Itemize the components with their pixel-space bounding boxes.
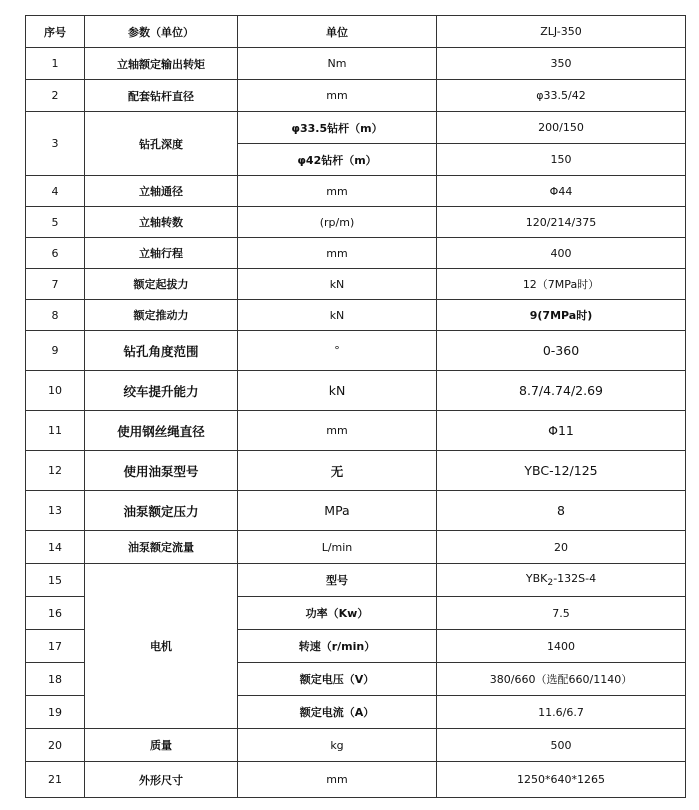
row-value: 350 [437,48,686,80]
row-unit: 额定电压（V） [238,663,437,696]
row-value: 380/660（选配660/1140） [437,663,686,696]
table-row [26,112,686,144]
header-unit: 单位 [238,16,437,48]
row-param: 油泵额定压力 [85,491,238,531]
row-no: 19 [26,696,85,729]
table-row [26,371,686,411]
row-param: 油泵额定流量 [85,531,238,564]
row-unit: 转速（r/min） [238,630,437,663]
row-unit: kN [238,269,437,300]
row-no: 20 [26,729,85,762]
row-unit: 功率（Kw） [238,597,437,630]
row-no: 2 [26,80,85,112]
row-unit: kN [238,300,437,331]
table-row [26,531,686,564]
row-no: 14 [26,531,85,564]
row-unit: 额定电流（A） [238,696,437,729]
row-value: 150 [437,144,686,176]
row-value: 120/214/375 [437,207,686,238]
row-unit: Nm [238,48,437,80]
row-param: 钻孔角度范围 [85,331,238,371]
table-row [26,48,686,80]
row-param: 质量 [85,729,238,762]
table-row [26,331,686,371]
row-param: 额定推动力 [85,300,238,331]
row-unit: 无 [238,451,437,491]
model-text: YBK [525,571,548,585]
row-unit: (rp/m) [238,207,437,238]
model-subscript: 2 [547,577,554,589]
header-row [26,16,686,48]
row-param: 立轴通径 [85,176,238,207]
table-row [26,176,686,207]
row-unit: L/min [238,531,437,564]
row-unit: mm [238,411,437,451]
row-no: 9 [26,331,85,371]
table-row [26,207,686,238]
row-no: 15 [26,564,85,597]
row-value: 400 [437,238,686,269]
header-param: 参数（单位） [85,16,238,48]
row-value: 1400 [437,630,686,663]
row-unit: mm [238,80,437,112]
row-no: 17 [26,630,85,663]
row-no: 21 [26,762,85,798]
row-value [437,564,686,597]
row-value: Φ44 [437,176,686,207]
row-no: 4 [26,176,85,207]
table-row [26,451,686,491]
row-unit: kN [238,371,437,411]
row-value: 8.7/4.74/2.69 [437,371,686,411]
row-value: 200/150 [437,112,686,144]
table-row [26,300,686,331]
row-unit: mm [238,176,437,207]
table-row [26,238,686,269]
row-value: 12（7MPa时） [437,269,686,300]
table-row [26,762,686,798]
row-value: 8 [437,491,686,531]
row-unit: mm [238,762,437,798]
row-value: 20 [437,531,686,564]
row-unit: MPa [238,491,437,531]
row-no: 18 [26,663,85,696]
row-param: 配套钻杆直径 [85,80,238,112]
row-param: 绞车提升能力 [85,371,238,411]
row-no: 1 [26,48,85,80]
row-value: 11.6/6.7 [437,696,686,729]
row-value: 0-360 [437,331,686,371]
row-param: 钻孔深度 [85,112,238,176]
header-no: 序号 [26,16,85,48]
row-param: 额定起拔力 [85,269,238,300]
table-row [26,269,686,300]
row-no: 10 [26,371,85,411]
header-value: ZLJ-350 [437,16,686,48]
table-row [26,491,686,531]
row-no: 8 [26,300,85,331]
row-no: 7 [26,269,85,300]
row-param: 外形尺寸 [85,762,238,798]
row-unit: 型号 [238,564,437,597]
row-no: 16 [26,597,85,630]
row-param: 立轴转数 [85,207,238,238]
table-row [26,564,686,597]
row-value: 7.5 [437,597,686,630]
model-text: -132S-4 [553,571,597,585]
row-no: 11 [26,411,85,451]
table-row [26,80,686,112]
row-value: 9(7MPa时) [437,300,686,331]
row-no: 6 [26,238,85,269]
row-unit: ° [238,331,437,371]
row-unit: kg [238,729,437,762]
row-param: 立轴额定输出转矩 [85,48,238,80]
row-value: φ33.5/42 [437,80,686,112]
table-row [26,411,686,451]
row-no: 12 [26,451,85,491]
row-param: 使用钢丝绳直径 [85,411,238,451]
row-value: 1250*640*1265 [437,762,686,798]
row-param: 使用油泵型号 [85,451,238,491]
row-unit: mm [238,238,437,269]
row-no: 3 [26,112,85,176]
row-value: Φ11 [437,411,686,451]
row-unit: φ33.5钻杆（m） [238,112,437,144]
row-no: 5 [26,207,85,238]
row-param: 立轴行程 [85,238,238,269]
row-no: 13 [26,491,85,531]
row-value: YBC-12/125 [437,451,686,491]
table-row [26,729,686,762]
row-value: 500 [437,729,686,762]
row-param: 电机 [85,564,238,729]
spec-table [25,15,686,798]
row-unit: φ42钻杆（m） [238,144,437,176]
